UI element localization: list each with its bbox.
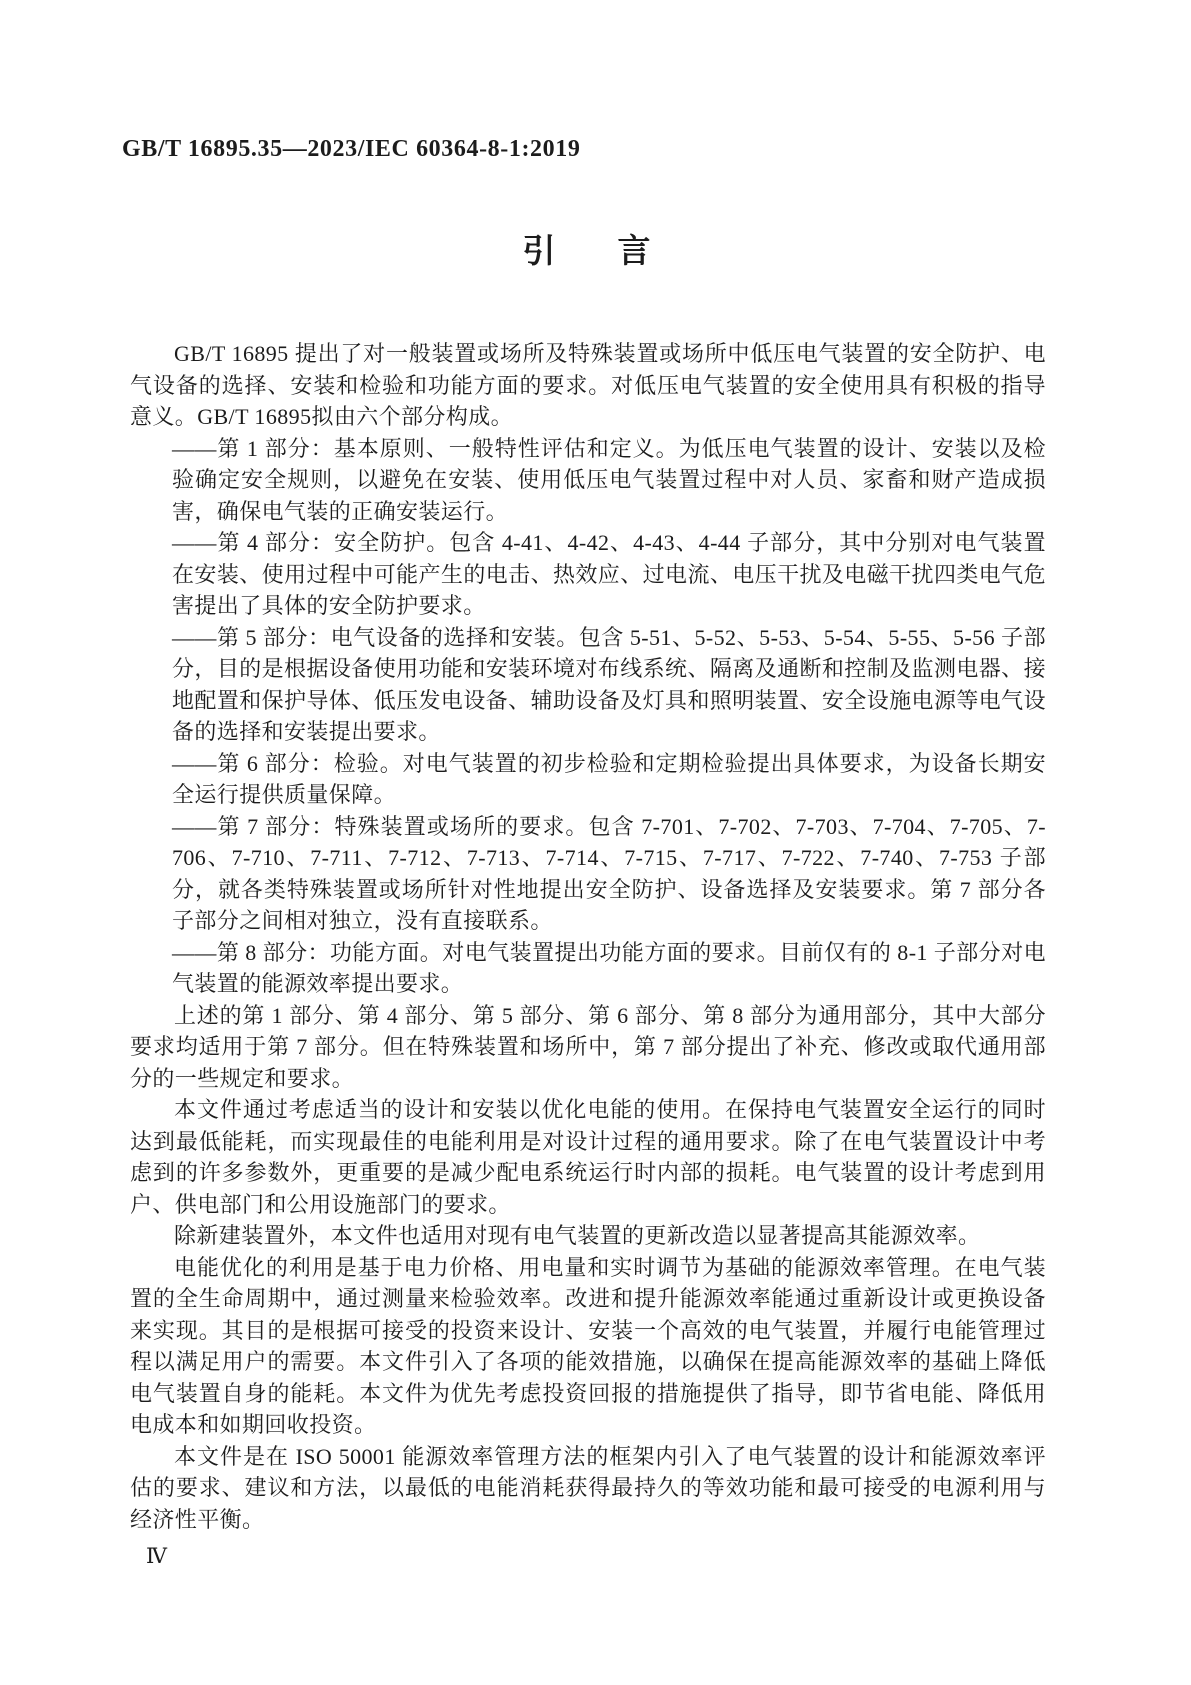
paragraph: 电能优化的利用是基于电力价格、用电量和实时调节为基础的能源效率管理。在电气装置的全生命周期中，通过测量来检验效率。改进和提升能源效率能通过重新设计或更换设备来实现。其目的是根据可接受的投资来设计、安装一个高效的电气装置，并履行电能管理过程以满足用户的需要。本文件引入了各项的能效措施，以确保在提高能源效率的基础上降低电气装置自身的能耗。本文件为优先考虑投资回报的措施提供了指导，即节省电能、降低用电成本和如期回收投资。	[130, 1254, 1046, 1437]
list-item-part-7: ——第 7 部分：特殊装置或场所的要求。包含 7-701、7-702、7-703、7-704、7-705、7-706、7-710、7-711、7-712、7-713、7-714、7-715、7-717、7-722、7-740、7-753 子部分，就各类特殊装置或场所针对性地提出安全防护、设备选择及安装要求。第 7 部分各子部分之间相对独立，没有直接联系。	[172, 813, 1046, 933]
paragraph: 本文件是在 ISO 50001 能源效率管理方法的框架内引入了电气装置的设计和能源效率评估的要求、建议和方法，以最低的电能消耗获得最持久的等效功能和最可接受的电源利用与经济性平衡。	[130, 1443, 1046, 1532]
paragraph: 除新建装置外，本文件也适用对现有电气装置的更新改造以显著提高其能源效率。	[174, 1223, 981, 1248]
page-title-char-1: 引	[522, 234, 556, 270]
page-title-char-2: 言	[617, 234, 651, 270]
paragraph: GB/T 16895 提出了对一般装置或场所及特殊装置或场所中低压电气装置的安全防护、电气设备的选择、安装和检验和功能方面的要求。对低压电气装置的安全使用具有积极的指导意义。GB/T 16895拟由六个部分构成。	[130, 341, 1046, 429]
paragraph: 上述的第 1 部分、第 4 部分、第 5 部分、第 6 部分、第 8 部分为通用部分，其中大部分要求均适用于第 7 部分。但在特殊装置和场所中，第 7 部分提出了补充、修改或取代通用部分的一些规定和要求。	[130, 1002, 1046, 1091]
list-item-part-8: ——第 8 部分：功能方面。对电气装置提出功能方面的要求。目前仅有的 8-1 子部分对电气装置的能源效率提出要求。	[172, 939, 1046, 996]
standard-code: GB/T 16895.35—2023/IEC 60364-8-1:2019	[122, 136, 581, 162]
page-title	[0, 236, 1173, 269]
list-item-part-5: ——第 5 部分：电气设备的选择和安装。包含 5-51、5-52、5-53、5-54、5-55、5-56 子部分，目的是根据设备使用功能和安装环境对布线系统、隔离及通断和控制及监测电器、接地配置和保护导体、低压发电设备、辅助设备及灯具和照明装置、安全设施电源等电气设备的选择和安装提出要求。	[172, 624, 1046, 744]
paragraph: 本文件通过考虑适当的设计和安装以优化电能的使用。在保持电气装置安全运行的同时达到最低能耗，而实现最佳的电能利用是对设计过程的通用要求。除了在电气装置设计中考虑到的许多参数外，更重要的是减少配电系统运行时内部的损耗。电气装置的设计考虑到用户、供电部门和公用设施部门的要求。	[130, 1097, 1046, 1217]
list-item-part-1: ——第 1 部分：基本原则、一般特性评估和定义。为低压电气装置的设计、安装以及检验确定安全规则，以避免在安装、使用低压电气装置过程中对人员、家畜和财产造成损害，确保电气装的正确安装运行。	[172, 435, 1046, 524]
page-number: Ⅳ	[146, 1544, 168, 1568]
list-item-part-6: ——第 6 部分：检验。对电气装置的初步检验和定期检验提出具体要求，为设备长期安全运行提供质量保障。	[172, 750, 1046, 807]
document-body	[130, 338, 1046, 1535]
list-item-part-4: ——第 4 部分：安全防护。包含 4-41、4-42、4-43、4-44 子部分，其中分别对电气装置在安装、使用过程中可能产生的电击、热效应、过电流、电压干扰及电磁干扰四类电气危害提出了具体的安全防护要求。	[172, 530, 1046, 618]
